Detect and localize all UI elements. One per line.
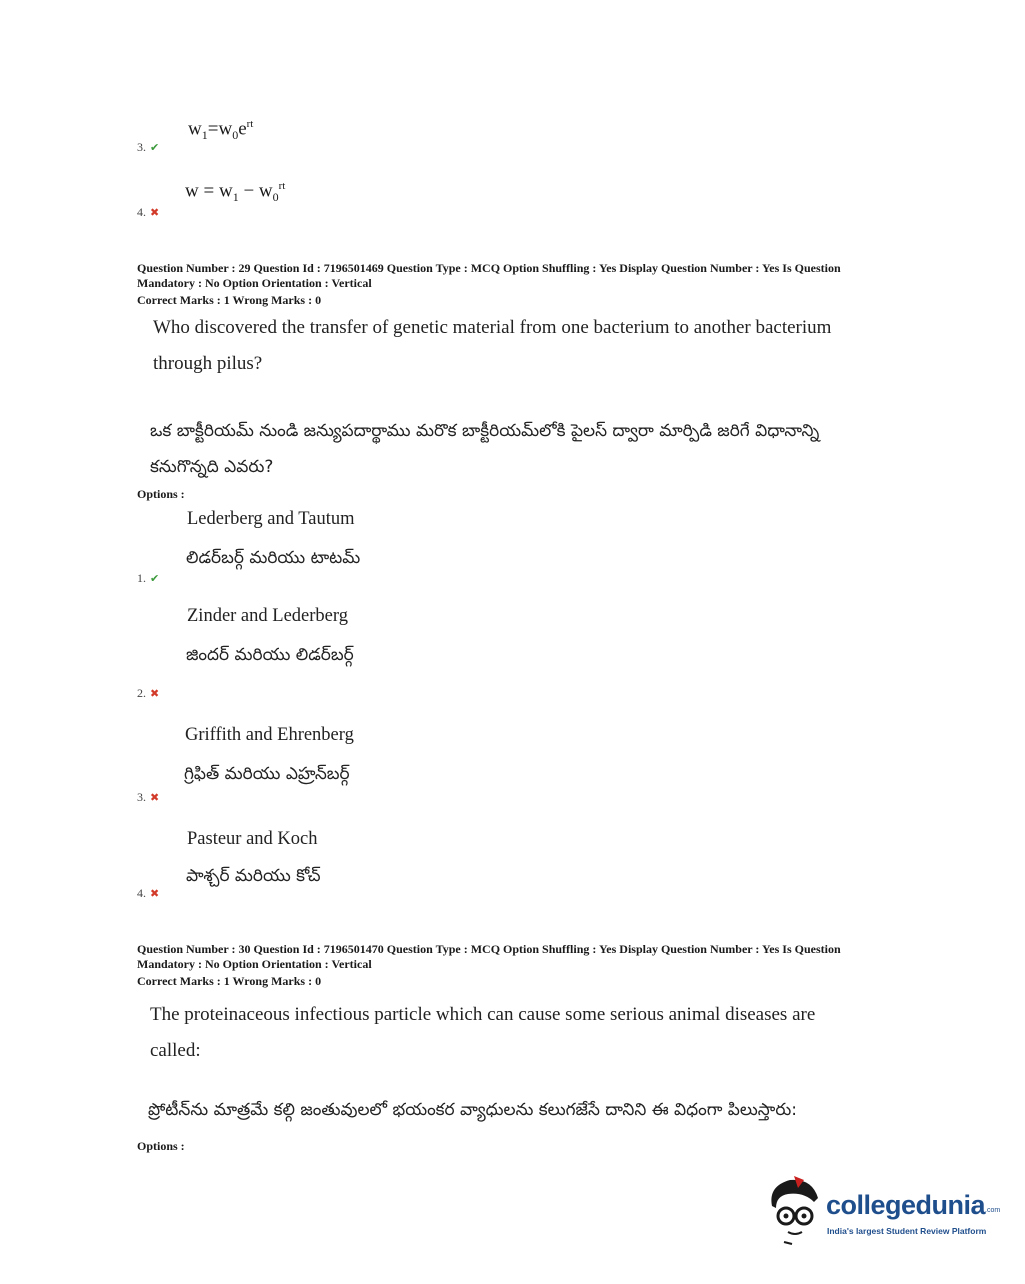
- prev-option-3-formula: $w_1=w_0e^{rt}$: [188, 118, 254, 143]
- q30-marks: Correct Marks : 1 Wrong Marks : 0: [137, 974, 322, 988]
- q29-option-3-te: గ్రిఫిత్ మరియు ఎహ్రన్‌బర్గ్: [184, 764, 350, 784]
- q30-options-label: Options :: [137, 1139, 185, 1153]
- q30-question-en: The proteinaceous infectious particle which can cause some serious animal diseases are called:: [150, 1004, 816, 1061]
- collegedunia-logo: [764, 1176, 1001, 1246]
- q29-option-4-number: 4. ✖: [137, 886, 160, 900]
- check-icon: ✔: [150, 573, 160, 585]
- q29-meta-line2: Mandatory : No Option Orientation : Vertical: [137, 276, 372, 290]
- logo-tagline: India's largest Student Review Platform: [827, 1226, 987, 1236]
- q29-option-1-en: Lederberg and Tautum: [187, 509, 355, 529]
- q29-option-2-number: 2. ✖: [137, 686, 160, 700]
- q30-question-te: ప్రోటీన్‌ను మాత్రమే కల్గి జంతువులలో భయంకర వ్యాధులను కలుగజేసే దానిని ఈ విధంగా పిలుస్తారు:: [148, 1100, 798, 1120]
- check-icon: ✔: [150, 142, 160, 154]
- q29-marks: Correct Marks : 1 Wrong Marks : 0: [137, 293, 322, 307]
- q29-meta-line1: Question Number : 29 Question Id : 7196501469 Question Type : MCQ Option Shuffling : Yes Display Question Number : Yes Is Question: [137, 261, 841, 275]
- cross-icon: ✖: [150, 207, 160, 219]
- prev-option-4-number: 4. ✖: [137, 205, 160, 219]
- q29-option-4-te: పాశ్చర్ మరియు కోచ్: [186, 866, 321, 886]
- q29-option-2-te: జిందర్ మరియు లిడర్‌బర్గ్: [186, 645, 354, 665]
- prev-option-4-formula: $w = w_1 - w_0^{rt}$: [185, 180, 286, 205]
- logo-suffix: .com: [985, 1206, 1001, 1214]
- q29-meta: [137, 261, 907, 308]
- q29-option-1-number: 1. ✔: [137, 571, 160, 585]
- q30-meta-line1: Question Number : 30 Question Id : 7196501470 Question Type : MCQ Option Shuffling : Yes Display Question Number : Yes Is Question: [137, 942, 841, 956]
- cross-icon: ✖: [150, 888, 160, 900]
- q29-option-4-en: Pasteur and Koch: [187, 829, 318, 849]
- q30-meta-line2: Mandatory : No Option Orientation : Vertical: [137, 957, 372, 971]
- q29-options-label: Options :: [137, 487, 185, 501]
- q29-option-3-en: Griffith and Ehrenberg: [185, 725, 354, 745]
- q29-question-en: Who discovered the transfer of genetic material from one bacterium to another bacterium through pilus?: [153, 317, 832, 374]
- q29-option-1-te: లిడర్‌బర్గ్ మరియు టాటమ్: [186, 548, 361, 568]
- logo-name: collegedunia: [826, 1190, 986, 1220]
- q29-option-3-number: 3. ✖: [137, 790, 160, 804]
- q30-meta: [137, 942, 907, 989]
- cross-icon: ✖: [150, 688, 160, 700]
- mascot-icon: [764, 1176, 826, 1246]
- q29-question-te: ఒక బాక్టీరియమ్ నుండి జన్యుపదార్థాము మరొక బాక్టీరియమ్‌లోకి పైలస్ ద్వారా మార్పిడి జరిగే విధానాన్ని కనుగొన్నది ఎవరు?: [150, 421, 820, 477]
- q29-option-2-en: Zinder and Lederberg: [187, 606, 348, 626]
- cross-icon: ✖: [150, 792, 160, 804]
- prev-option-3-number: 3. ✔: [137, 140, 160, 154]
